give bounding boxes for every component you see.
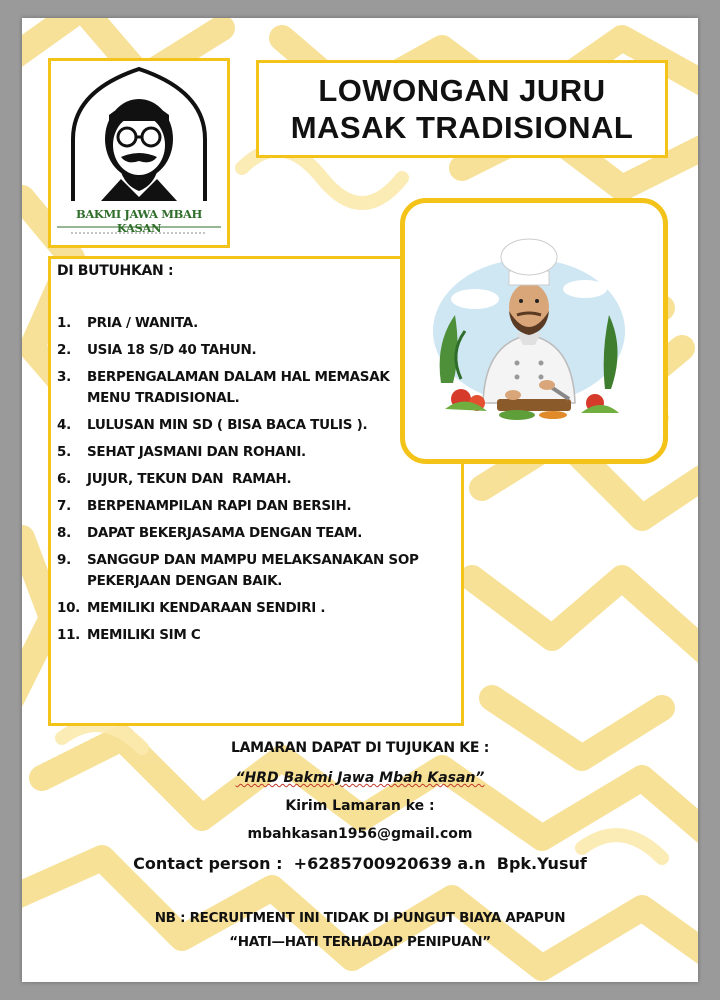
title-line-2: MASAK TRADISIONAL [290, 110, 634, 145]
list-item [57, 367, 457, 409]
logo-box [48, 58, 230, 248]
item-number: 8. [57, 525, 71, 541]
item-text: BERPENGALAMAN DALAM HAL MEMASAK MENU TRADISIONAL. [87, 369, 390, 406]
email-address: mbahkasan1956@gmail.com [247, 826, 473, 842]
title-line-1: LOWONGAN JURU [318, 73, 606, 108]
apply-to-label: LAMARAN DAPAT DI TUJUKAN KE : [231, 740, 489, 756]
hrd-name-text: “HRD Bakmi Jawa Mbah Kasan” [235, 770, 485, 786]
list-item [57, 415, 457, 436]
requirements-heading: DI BUTUHKAN : [57, 263, 174, 279]
contact-person: Contact person : +6285700920639 a.n Bpk.Yusuf [133, 854, 587, 873]
list-item [57, 340, 457, 361]
item-number: 3. [57, 369, 71, 385]
item-text: SEHAT JASMANI DAN ROHANI. [87, 444, 306, 460]
item-number: 5. [57, 444, 71, 460]
list-item [57, 550, 457, 592]
item-text: JUJUR, TEKUN DAN RAMAH. [87, 471, 292, 487]
item-text: DAPAT BEKERJASAMA DENGAN TEAM. [87, 525, 363, 541]
item-text: MEMILIKI KENDARAAN SENDIRI . [87, 600, 326, 616]
chef-image-frame [400, 198, 668, 464]
chef-illustration-icon [405, 203, 653, 449]
list-item [57, 313, 457, 334]
send-label: Kirim Lamaran ke : [285, 798, 435, 814]
item-number: 4. [57, 417, 71, 433]
item-number: 6. [57, 471, 71, 487]
list-item [57, 469, 457, 490]
item-text: BERPENAMPILAN RAPI DAN BERSIH. [87, 498, 352, 514]
page-title [291, 72, 634, 146]
item-number: 7. [57, 498, 71, 514]
item-text: USIA 18 S/D 40 TAHUN. [87, 342, 257, 358]
recruitment-note: NB : RECRUITMENT INI TIDAK DI PUNGUT BIAYA APAPUN [154, 910, 566, 926]
item-number: 9. [57, 552, 71, 568]
item-text: LULUSAN MIN SD ( BISA BACA TULIS ). [87, 417, 368, 433]
fraud-warning: “HATI—HATI TERHADAP PENIPUAN” [229, 934, 491, 950]
list-item [57, 598, 457, 619]
list-item [57, 625, 457, 646]
item-number: 2. [57, 342, 71, 358]
item-text: MEMILIKI SIM C [87, 627, 201, 643]
list-item [57, 496, 457, 517]
requirements-list [57, 313, 457, 652]
flyer-page [22, 18, 698, 982]
item-number: 11. [57, 627, 81, 643]
list-item [57, 442, 457, 463]
title-box [256, 60, 668, 158]
hrd-name [22, 770, 698, 786]
item-text: PRIA / WANITA. [87, 315, 198, 331]
item-text: SANGGUP DAN MAMPU MELAKSANAKAN SOP PEKERJAAN DENGAN BAIK. [87, 552, 419, 589]
item-number: 1. [57, 315, 71, 331]
list-item [57, 523, 457, 544]
logo-brand-text: BAKMI JAWA MBAH KASAN [76, 207, 202, 235]
item-number: 10. [57, 600, 81, 616]
